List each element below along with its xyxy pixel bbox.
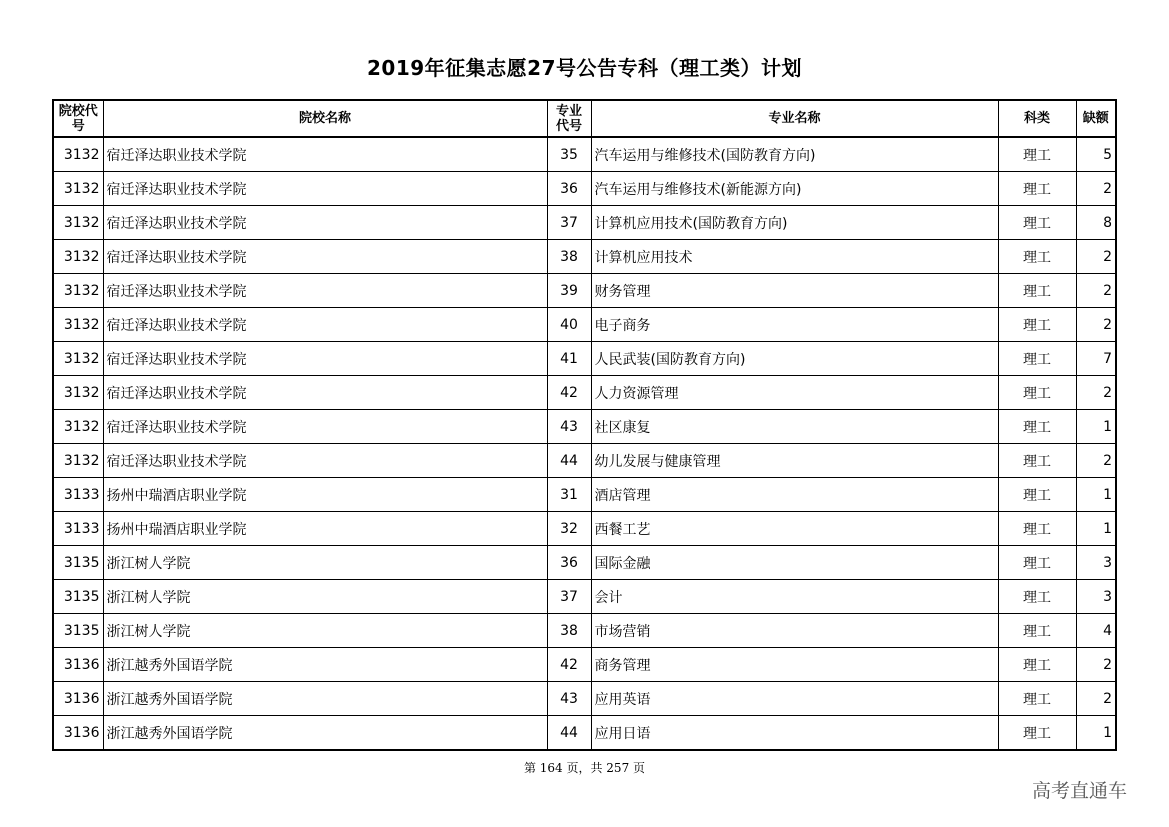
cell-major-name: 计算机应用技术(国防教育方向) — [591, 206, 998, 240]
cell-category: 理工 — [998, 342, 1076, 376]
cell-major-name: 商务管理 — [591, 648, 998, 682]
cell-school-name: 宿迁泽达职业技术学院 — [103, 240, 547, 274]
cell-school-code: 3132 — [53, 444, 103, 478]
cell-major-code: 43 — [547, 410, 591, 444]
cell-major-code: 39 — [547, 274, 591, 308]
cell-major-name: 应用日语 — [591, 716, 998, 751]
cell-school-code: 3132 — [53, 240, 103, 274]
table-row — [53, 376, 1116, 410]
cell-major-name: 国际金融 — [591, 546, 998, 580]
cell-school-code: 3135 — [53, 546, 103, 580]
cell-quota: 2 — [1076, 682, 1116, 716]
cell-major-code: 42 — [547, 376, 591, 410]
table-row — [53, 342, 1116, 376]
cell-school-name: 浙江越秀外国语学院 — [103, 682, 547, 716]
table-row — [53, 410, 1116, 444]
cell-school-name: 扬州中瑞酒店职业学院 — [103, 478, 547, 512]
cell-category: 理工 — [998, 546, 1076, 580]
header-quota: 缺额 — [1076, 100, 1116, 137]
cell-school-name: 浙江树人学院 — [103, 614, 547, 648]
table-row — [53, 716, 1116, 751]
header-major-code: 专业代号 — [547, 100, 591, 137]
cell-quota: 2 — [1076, 240, 1116, 274]
cell-category: 理工 — [998, 478, 1076, 512]
cell-quota: 7 — [1076, 342, 1116, 376]
cell-major-code: 40 — [547, 308, 591, 342]
cell-major-name: 汽车运用与维修技术(国防教育方向) — [591, 137, 998, 172]
cell-school-code: 3135 — [53, 580, 103, 614]
cell-school-code: 3132 — [53, 410, 103, 444]
cell-major-code: 42 — [547, 648, 591, 682]
cell-quota: 1 — [1076, 478, 1116, 512]
cell-school-code: 3132 — [53, 342, 103, 376]
cell-school-code: 3136 — [53, 682, 103, 716]
table-row — [53, 274, 1116, 308]
cell-category: 理工 — [998, 137, 1076, 172]
cell-school-code: 3132 — [53, 137, 103, 172]
cell-school-name: 浙江树人学院 — [103, 580, 547, 614]
cell-quota: 4 — [1076, 614, 1116, 648]
table-row — [53, 444, 1116, 478]
page-footer: 第 164 页，共 257 页 — [523, 761, 646, 775]
cell-school-name: 宿迁泽达职业技术学院 — [103, 410, 547, 444]
cell-quota: 5 — [1076, 137, 1116, 172]
cell-major-code: 38 — [547, 614, 591, 648]
table-body — [53, 137, 1116, 750]
cell-major-name: 酒店管理 — [591, 478, 998, 512]
cell-school-name: 宿迁泽达职业技术学院 — [103, 308, 547, 342]
page-title: 2019年征集志愿27号公告专科（理工类）计划 — [367, 56, 802, 80]
cell-major-name: 社区康复 — [591, 410, 998, 444]
cell-major-name: 人力资源管理 — [591, 376, 998, 410]
cell-major-code: 31 — [547, 478, 591, 512]
cell-quota: 3 — [1076, 580, 1116, 614]
cell-school-code: 3136 — [53, 648, 103, 682]
cell-school-name: 宿迁泽达职业技术学院 — [103, 274, 547, 308]
cell-category: 理工 — [998, 580, 1076, 614]
header-school-code: 院校代号 — [53, 100, 103, 137]
cell-major-code: 36 — [547, 546, 591, 580]
cell-school-name: 宿迁泽达职业技术学院 — [103, 172, 547, 206]
table-row — [53, 172, 1116, 206]
cell-category: 理工 — [998, 206, 1076, 240]
table-row — [53, 137, 1116, 172]
cell-quota: 2 — [1076, 648, 1116, 682]
cell-quota: 2 — [1076, 274, 1116, 308]
table-header-row — [53, 100, 1116, 137]
watermark-logo: 高考直通车 — [1032, 780, 1128, 802]
table-row — [53, 546, 1116, 580]
cell-quota: 2 — [1076, 376, 1116, 410]
cell-category: 理工 — [998, 614, 1076, 648]
table-row — [53, 614, 1116, 648]
header-category: 科类 — [998, 100, 1076, 137]
cell-major-name: 财务管理 — [591, 274, 998, 308]
cell-major-code: 43 — [547, 682, 591, 716]
cell-major-code: 37 — [547, 580, 591, 614]
cell-category: 理工 — [998, 240, 1076, 274]
cell-major-name: 人民武装(国防教育方向) — [591, 342, 998, 376]
cell-category: 理工 — [998, 376, 1076, 410]
plan-table — [52, 99, 1117, 751]
cell-school-code: 3135 — [53, 614, 103, 648]
cell-school-name: 浙江越秀外国语学院 — [103, 716, 547, 751]
cell-quota: 1 — [1076, 410, 1116, 444]
cell-major-code: 38 — [547, 240, 591, 274]
cell-major-code: 44 — [547, 716, 591, 751]
cell-category: 理工 — [998, 512, 1076, 546]
table-row — [53, 308, 1116, 342]
cell-category: 理工 — [998, 172, 1076, 206]
cell-quota: 2 — [1076, 172, 1116, 206]
header-school-name: 院校名称 — [103, 100, 547, 137]
cell-school-name: 浙江树人学院 — [103, 546, 547, 580]
cell-major-name: 应用英语 — [591, 682, 998, 716]
cell-school-code: 3136 — [53, 716, 103, 751]
cell-major-code: 41 — [547, 342, 591, 376]
cell-major-code: 35 — [547, 137, 591, 172]
cell-major-code: 37 — [547, 206, 591, 240]
cell-school-code: 3133 — [53, 478, 103, 512]
cell-quota: 2 — [1076, 308, 1116, 342]
cell-major-code: 32 — [547, 512, 591, 546]
cell-major-name: 市场营销 — [591, 614, 998, 648]
cell-school-code: 3132 — [53, 274, 103, 308]
cell-school-name: 宿迁泽达职业技术学院 — [103, 342, 547, 376]
cell-quota: 3 — [1076, 546, 1116, 580]
table-row — [53, 512, 1116, 546]
cell-school-code: 3132 — [53, 308, 103, 342]
cell-category: 理工 — [998, 682, 1076, 716]
cell-major-name: 幼儿发展与健康管理 — [591, 444, 998, 478]
cell-major-code: 36 — [547, 172, 591, 206]
cell-school-name: 宿迁泽达职业技术学院 — [103, 376, 547, 410]
cell-category: 理工 — [998, 716, 1076, 751]
table-row — [53, 648, 1116, 682]
cell-major-name: 汽车运用与维修技术(新能源方向) — [591, 172, 998, 206]
table-row — [53, 682, 1116, 716]
cell-school-code: 3132 — [53, 172, 103, 206]
cell-quota: 1 — [1076, 512, 1116, 546]
cell-school-name: 扬州中瑞酒店职业学院 — [103, 512, 547, 546]
cell-school-name: 宿迁泽达职业技术学院 — [103, 137, 547, 172]
table-row — [53, 580, 1116, 614]
cell-school-code: 3133 — [53, 512, 103, 546]
cell-category: 理工 — [998, 274, 1076, 308]
cell-school-name: 宿迁泽达职业技术学院 — [103, 206, 547, 240]
cell-school-name: 宿迁泽达职业技术学院 — [103, 444, 547, 478]
cell-major-name: 西餐工艺 — [591, 512, 998, 546]
cell-school-name: 浙江越秀外国语学院 — [103, 648, 547, 682]
cell-major-name: 会计 — [591, 580, 998, 614]
cell-category: 理工 — [998, 308, 1076, 342]
cell-category: 理工 — [998, 648, 1076, 682]
cell-quota: 2 — [1076, 444, 1116, 478]
table-row — [53, 206, 1116, 240]
table-row — [53, 478, 1116, 512]
table-row — [53, 240, 1116, 274]
cell-category: 理工 — [998, 444, 1076, 478]
cell-quota: 8 — [1076, 206, 1116, 240]
cell-major-code: 44 — [547, 444, 591, 478]
cell-category: 理工 — [998, 410, 1076, 444]
cell-major-name: 电子商务 — [591, 308, 998, 342]
header-major-name: 专业名称 — [591, 100, 998, 137]
cell-major-name: 计算机应用技术 — [591, 240, 998, 274]
cell-school-code: 3132 — [53, 206, 103, 240]
cell-quota: 1 — [1076, 716, 1116, 751]
cell-school-code: 3132 — [53, 376, 103, 410]
